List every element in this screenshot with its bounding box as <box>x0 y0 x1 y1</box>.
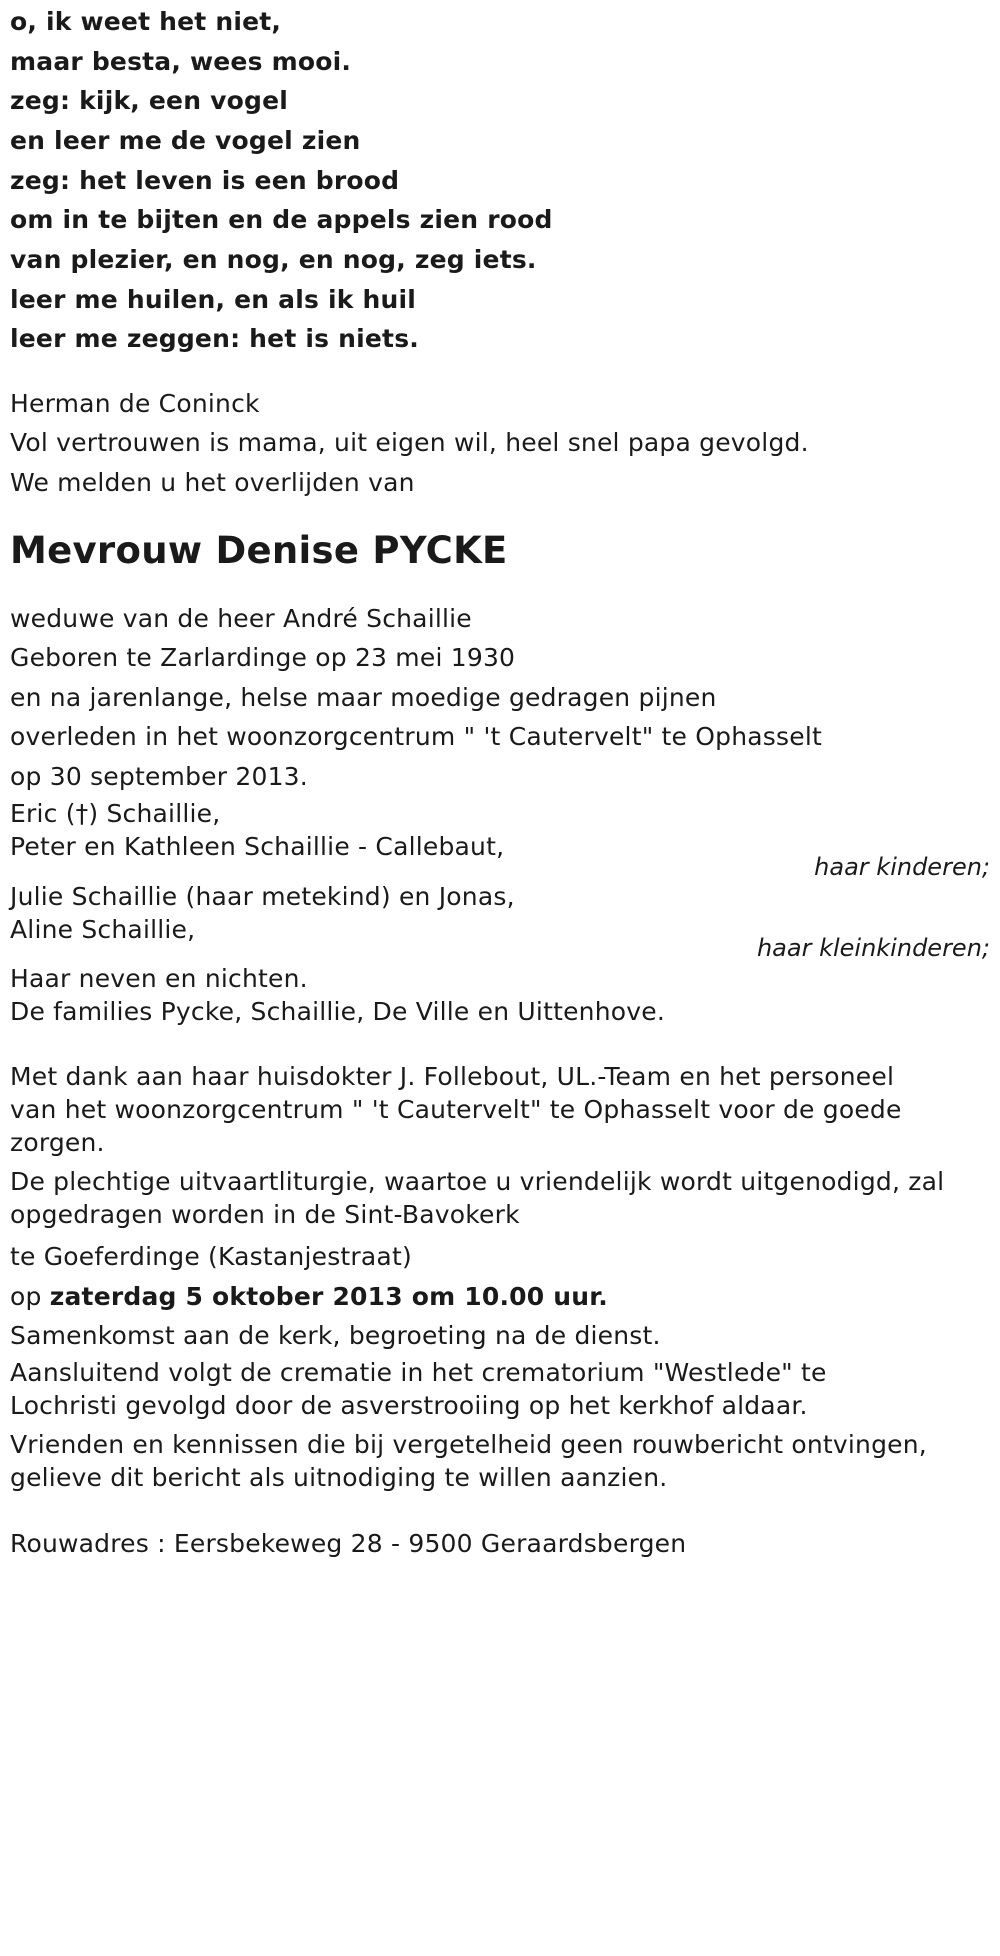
mourning-address: Rouwadres : Eersbekeweg 28 - 9500 Geraardsbergen <box>10 1529 687 1558</box>
friends-line: Vrienden en kennissen die bij vergetelheid geen rouwbericht ontvingen, <box>10 1430 927 1459</box>
cremation-line: Lochristi gevolgd door de asverstrooiing op het kerkhof aldaar. <box>10 1391 808 1420</box>
poem-line: zeg: het leven is een brood <box>10 166 400 195</box>
poem-line: leer me zeggen: het is niets. <box>10 324 419 353</box>
thanks-line: Met dank aan haar huisdokter J. Follebout, UL.-Team en het personeel <box>10 1062 895 1091</box>
poem-line: om in te bijten en de appels zien rood <box>10 205 553 234</box>
family-others: Haar neven en nichten. <box>10 964 308 993</box>
intro-line: Vol vertrouwen is mama, uit eigen wil, heel snel papa gevolgd. <box>10 428 809 457</box>
grandchild-entry: Aline Schaillie, <box>10 915 196 944</box>
service-date-time: zaterdag 5 oktober 2013 om 10.00 uur. <box>49 1282 608 1311</box>
poem-line: en leer me de vogel zien <box>10 126 361 155</box>
poem-line: leer me huilen, en als ik huil <box>10 285 417 314</box>
thanks-line: zorgen. <box>10 1128 105 1157</box>
birth-info: Geboren te Zarlardinge op 23 mei 1930 <box>10 643 516 672</box>
service-line: De plechtige uitvaartliturgie, waartoe u vriendelijk wordt uitgenodigd, zal <box>10 1167 945 1196</box>
intro-line: We melden u het overlijden van <box>10 468 415 497</box>
service-date-prefix: op <box>10 1282 42 1311</box>
children-role: haar kinderen; <box>814 853 990 881</box>
service-line: opgedragen worden in de Sint-Bavokerk <box>10 1200 520 1229</box>
suffering-text: en na jarenlange, helse maar moedige gedragen pijnen <box>10 683 717 712</box>
family-others: De families Pycke, Schaillie, De Ville en Uittenhove. <box>10 997 665 1026</box>
widow-of: weduwe van de heer André Schaillie <box>10 604 472 633</box>
grandchildren-role: haar kleinkinderen; <box>756 934 990 962</box>
poem-line: van plezier, en nog, en nog, zeg iets. <box>10 245 537 274</box>
cremation-line: Aansluitend volgt de crematie in het crematorium "Westlede" te <box>10 1358 827 1387</box>
gathering-text: Samenkomst aan de kerk, begroeting na de dienst. <box>10 1321 661 1350</box>
child-entry: Eric (†) Schaillie, <box>10 799 221 828</box>
grandchild-entry: Julie Schaillie (haar metekind) en Jonas, <box>10 882 515 911</box>
death-date: op 30 september 2013. <box>10 762 308 791</box>
child-entry: Peter en Kathleen Schaillie - Callebaut, <box>10 832 505 861</box>
thanks-line: van het woonzorgcentrum " 't Cautervelt" te Ophasselt voor de goede <box>10 1095 902 1124</box>
deceased-name: Mevrouw Denise PYCKE <box>10 529 508 572</box>
service-date <box>10 1277 608 1317</box>
poem-line: o, ik weet het niet, <box>10 7 282 36</box>
poem-line: zeg: kijk, een vogel <box>10 86 288 115</box>
service-location: te Goeferdinge (Kastanjestraat) <box>10 1242 412 1271</box>
poem-line: maar besta, wees mooi. <box>10 47 352 76</box>
friends-line: gelieve dit bericht als uitnodiging te willen aanzien. <box>10 1463 668 1492</box>
poem-author: Herman de Coninck <box>10 389 260 418</box>
death-place: overleden in het woonzorgcentrum " 't Cautervelt" te Ophasselt <box>10 722 822 751</box>
